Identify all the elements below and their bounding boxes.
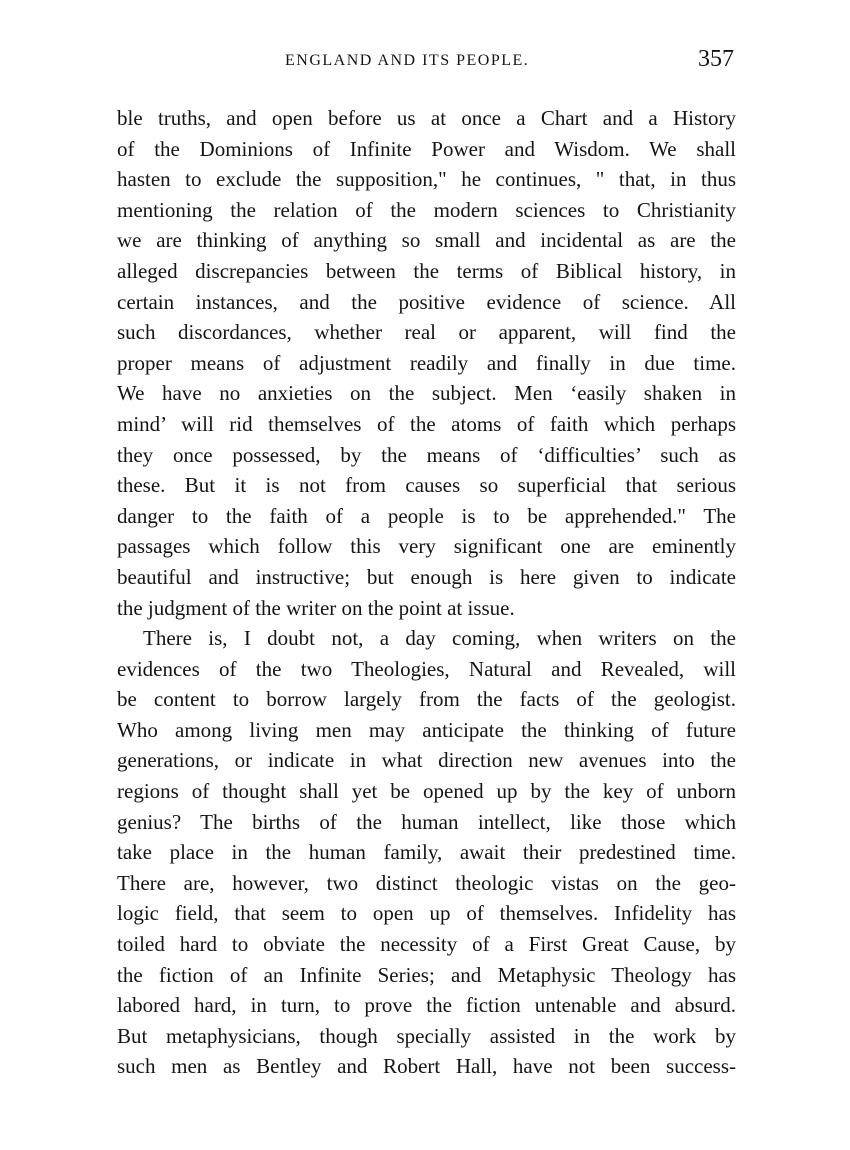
text-line: we are thinking of anything so small and incidental as are the — [117, 228, 736, 253]
text-line: certain instances, and the positive evidence of science. All — [117, 289, 736, 314]
text-line: But metaphysicians, though specially assisted in the work by — [117, 1023, 736, 1048]
text-line: generations, or indicate in what direction new avenues into the — [117, 748, 736, 773]
text-line: Who among living men may anticipate the thinking of future — [117, 717, 736, 742]
text-line: logic field, that seem to open up of themselves. Infidelity has — [117, 901, 736, 926]
running-head — [117, 46, 736, 80]
text-line: such men as Bentley and Robert Hall, have not been success- — [117, 1054, 736, 1079]
text-line: such discordances, whether real or apparent, will find the — [117, 320, 736, 345]
text-line: There are, however, two distinct theologic vistas on the geo- — [117, 870, 736, 895]
paragraph — [117, 623, 736, 1082]
text-line: alleged discrepancies between the terms of Biblical history, in — [117, 258, 736, 283]
text-line: take place in the human family, await their predestined time. — [117, 840, 736, 865]
text-line: toiled hard to obviate the necessity of a First Great Cause, by — [117, 932, 736, 957]
text-line: passages which follow this very significant one are eminently — [117, 534, 736, 559]
text-line: the judgment of the writer on the point at issue. — [117, 595, 515, 620]
running-title: ENGLAND AND ITS PEOPLE. — [285, 52, 530, 69]
text-line: the fiction of an Infinite Series; and Metaphysic Theology has — [117, 962, 736, 987]
text-line: beautiful and instructive; but enough is here given to indicate — [117, 564, 736, 589]
text-line: mind’ will rid themselves of the atoms of faith which perhaps — [117, 411, 736, 436]
text-line: proper means of adjustment readily and finally in due time. — [117, 350, 736, 375]
text-line: labored hard, in turn, to prove the fiction untenable and absurd. — [117, 993, 736, 1018]
body-text — [117, 103, 736, 1082]
page-number: 357 — [698, 46, 734, 72]
text-line: ble truths, and open before us at once a Chart and a History — [117, 106, 736, 130]
text-line: evidences of the two Theologies, Natural and Revealed, will — [117, 656, 736, 681]
text-line: regions of thought shall yet be opened up by the key of unborn — [117, 779, 736, 804]
text-line: genius? The births of the human intellect, like those which — [117, 809, 736, 834]
paragraph-continued — [117, 103, 736, 623]
text-line: danger to the faith of a people is to be apprehended." The — [117, 503, 736, 528]
text-line: We have no anxieties on the subject. Men ‘easily shaken in — [117, 381, 736, 406]
text-line: these. But it is not from causes so superficial that serious — [117, 473, 736, 498]
text-line: There is, I doubt not, a day coming, when writers on the — [143, 626, 736, 651]
text-line: they once possessed, by the means of ‘difficulties’ such as — [117, 442, 736, 467]
text-line: be content to borrow largely from the facts of the geologist. — [117, 687, 736, 712]
text-line: mentioning the relation of the modern sciences to Christianity — [117, 197, 736, 222]
text-line: of the Dominions of Infinite Power and Wisdom. We shall — [117, 136, 736, 161]
text-line: hasten to exclude the supposition," he continues, " that, in thus — [117, 167, 736, 192]
